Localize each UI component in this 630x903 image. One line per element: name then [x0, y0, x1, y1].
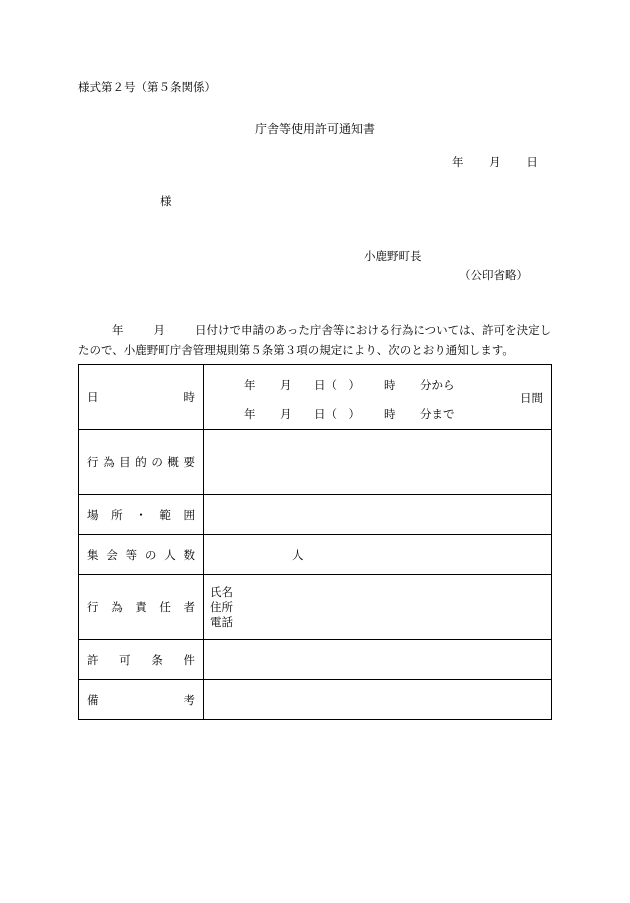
- row-count: [79, 535, 552, 575]
- label-conditions: [79, 640, 204, 680]
- row-responsible: [79, 575, 552, 640]
- from-minute: 分から: [420, 378, 455, 392]
- to-year: 年: [244, 407, 256, 421]
- datetime-from: [244, 377, 455, 393]
- value-responsible: [204, 575, 552, 640]
- body-text-line2: たので、小鹿野町庁舎管理規則第５条第３項の規定により、次のとおり通知します。: [78, 342, 514, 357]
- value-purpose: [204, 430, 552, 495]
- date-line: [452, 157, 538, 169]
- row-location: [79, 495, 552, 535]
- label-char: の: [144, 547, 157, 562]
- label-char: 為: [103, 455, 115, 469]
- datetime-to: [244, 406, 455, 422]
- label-char: 概: [167, 455, 179, 469]
- document-title: 庁舎等使用許可通知書: [254, 122, 375, 136]
- label-char: 責: [135, 600, 147, 614]
- label-datetime: [79, 365, 204, 430]
- from-hour: 時: [384, 378, 396, 392]
- body-paragraph: [78, 321, 553, 360]
- row-purpose: [79, 430, 552, 495]
- label-location: [79, 495, 204, 535]
- label-char: 集: [87, 547, 99, 562]
- label-char: 人: [164, 547, 176, 562]
- value-conditions: [204, 640, 552, 680]
- to-minute: 分まで: [420, 407, 455, 421]
- from-year: 年: [244, 378, 256, 392]
- date-year: 年: [452, 155, 464, 169]
- form-number: 様式第２号（第５条関係）: [78, 80, 216, 94]
- date-month: 月: [489, 155, 501, 169]
- label-char: 者: [183, 600, 195, 614]
- label-remarks: [79, 680, 204, 720]
- label-char: 会: [106, 547, 118, 562]
- label-char: 数: [183, 547, 195, 562]
- field-name: 氏名: [210, 584, 233, 599]
- value-datetime: [204, 365, 552, 430]
- label-char: 考: [183, 692, 195, 707]
- label-purpose: [79, 430, 204, 495]
- label-char: 条: [151, 652, 163, 667]
- value-remarks: [204, 680, 552, 720]
- label-char: 可: [119, 652, 131, 667]
- label-char: 囲: [183, 507, 195, 522]
- label-char: 的: [135, 455, 147, 469]
- label-char: 所: [111, 507, 123, 522]
- label-char: 許: [87, 652, 99, 667]
- label-char: 任: [159, 600, 171, 614]
- label-char: 為: [111, 600, 123, 614]
- body-text-line1: 日付けで申請のあった庁舎等における行為については、許可を決定し: [195, 323, 552, 337]
- from-day: 日（ ）: [314, 378, 360, 392]
- from-month: 月: [280, 378, 292, 392]
- label-char: ・: [135, 507, 147, 522]
- label-char: 件: [183, 652, 195, 667]
- date-day: 日: [526, 155, 538, 169]
- label-char: 要: [183, 455, 195, 469]
- field-phone: 電話: [210, 614, 233, 629]
- label-char: 目: [119, 455, 131, 469]
- to-month: 月: [280, 407, 292, 421]
- body-month: 月: [153, 323, 165, 337]
- label-char: 備: [87, 692, 99, 707]
- seal-note: （公印省略）: [459, 268, 528, 282]
- label-char: 範: [159, 507, 171, 522]
- count-unit: 人: [292, 547, 304, 562]
- label-count: [79, 535, 204, 575]
- issuer-name: 小鹿野町長: [364, 249, 422, 263]
- label-datetime-right: 時: [183, 390, 195, 404]
- label-datetime-left: 日: [87, 390, 99, 404]
- label-char: 等: [125, 547, 138, 562]
- label-char: 場: [87, 507, 99, 522]
- addressee-suffix: 様: [160, 194, 172, 208]
- datetime-days: 日間: [520, 391, 543, 405]
- value-location: [204, 495, 552, 535]
- to-day: 日（ ）: [314, 407, 360, 421]
- row-conditions: [79, 640, 552, 680]
- label-char: 行: [87, 600, 99, 614]
- to-hour: 時: [384, 407, 396, 421]
- value-count: [204, 535, 552, 575]
- body-year: 年: [112, 323, 124, 337]
- permit-table: [78, 364, 552, 720]
- row-remarks: [79, 680, 552, 720]
- label-responsible: [79, 575, 204, 640]
- label-char: の: [151, 455, 163, 469]
- label-char: 行: [87, 455, 99, 469]
- field-address: 住所: [210, 599, 233, 614]
- row-datetime: [79, 365, 552, 430]
